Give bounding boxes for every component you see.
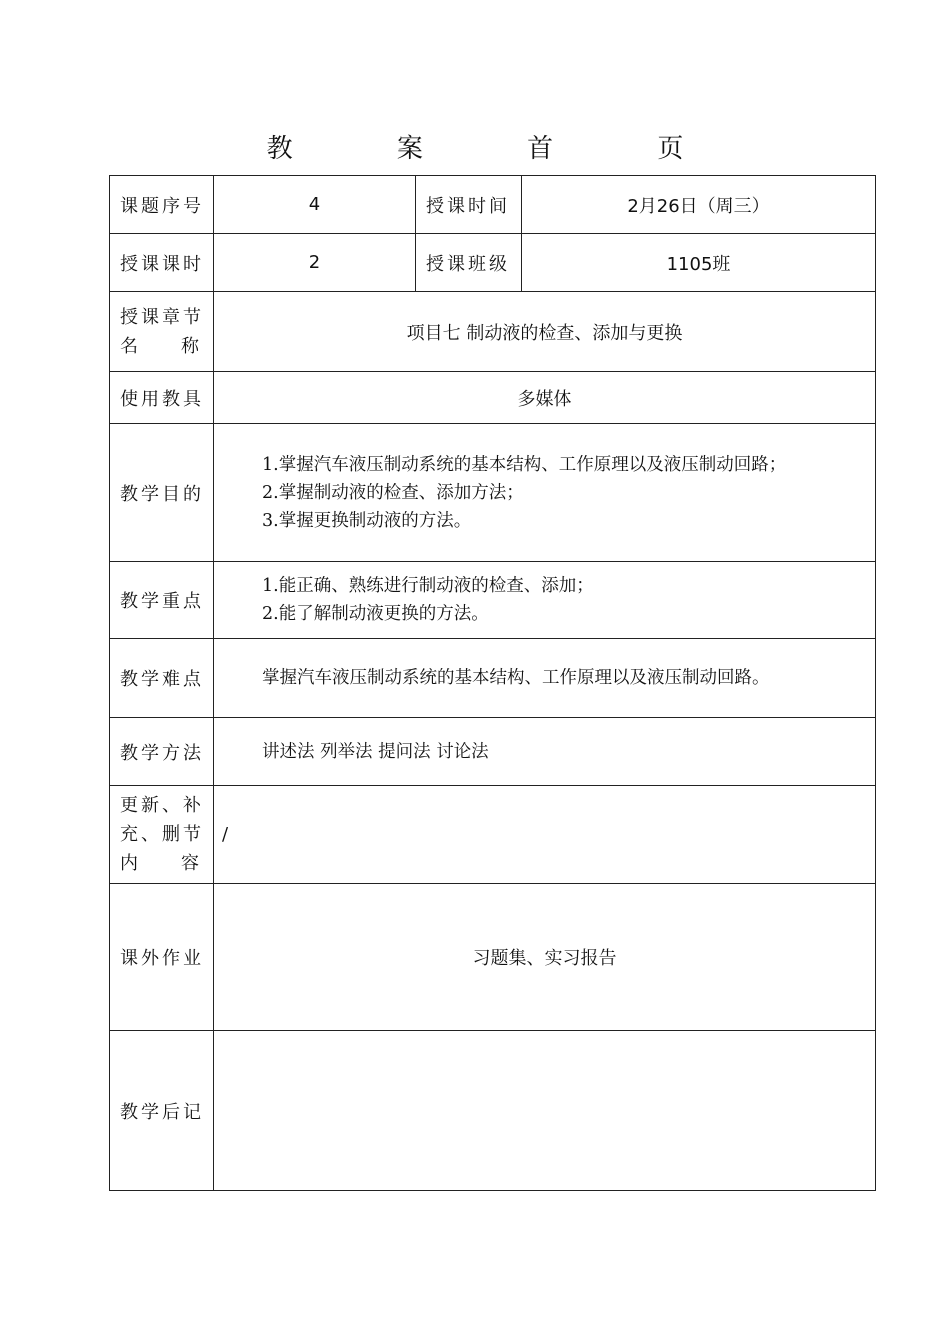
key-point-item: 2.能了解制动液更换的方法。 bbox=[262, 604, 489, 624]
table-row bbox=[110, 639, 876, 718]
hours-label: 授课课时 bbox=[110, 234, 214, 292]
table-row bbox=[110, 424, 876, 562]
tools-value: 多媒体 bbox=[214, 372, 876, 424]
notes-label: 教学后记 bbox=[110, 1031, 214, 1191]
key-point-item: 1.能正确、熟练进行制动液的检查、添加； bbox=[262, 576, 594, 596]
updates-label bbox=[110, 786, 214, 884]
table-row bbox=[110, 786, 876, 884]
notes-value bbox=[214, 1031, 876, 1191]
table-row bbox=[110, 884, 876, 1031]
table-row bbox=[110, 1031, 876, 1191]
page-title: 教 案 首 页 bbox=[266, 134, 732, 164]
updates-label-line3: 内 容 bbox=[120, 853, 202, 874]
updates-label-line2: 充、删节 bbox=[120, 824, 204, 845]
table-row bbox=[110, 234, 876, 292]
chapter-label-line1: 授课章节 bbox=[120, 306, 204, 328]
difficulties-label: 教学难点 bbox=[110, 639, 214, 718]
key-points-label: 教学重点 bbox=[110, 562, 214, 639]
methods-value: 讲述法 列举法 提问法 讨论法 bbox=[214, 718, 876, 786]
chapter-label bbox=[110, 292, 214, 372]
table-row bbox=[110, 718, 876, 786]
homework-value: 习题集、实习报告 bbox=[214, 884, 876, 1031]
objectives-value bbox=[214, 424, 876, 562]
lesson-no-value: 4 bbox=[214, 176, 416, 234]
objective-item: 1.掌握汽车液压制动系统的基本结构、工作原理以及液压制动回路； bbox=[262, 454, 787, 475]
hours-value: 2 bbox=[214, 234, 416, 292]
updates-value: / bbox=[214, 786, 876, 884]
homework-label: 课外作业 bbox=[110, 884, 214, 1031]
objective-item: 3.掌握更换制动液的方法。 bbox=[262, 510, 472, 531]
time-value: 2月26日（周三） bbox=[522, 176, 876, 234]
table-row bbox=[110, 562, 876, 639]
key-points-value bbox=[214, 562, 876, 639]
methods-label: 教学方法 bbox=[110, 718, 214, 786]
lesson-plan-table bbox=[109, 175, 876, 1191]
table-row bbox=[110, 372, 876, 424]
time-label: 授课时间 bbox=[416, 176, 522, 234]
lesson-no-label: 课题序号 bbox=[110, 176, 214, 234]
difficulties-value: 掌握汽车液压制动系统的基本结构、工作原理以及液压制动回路。 bbox=[214, 639, 876, 718]
tools-label: 使用教具 bbox=[110, 372, 214, 424]
table-row bbox=[110, 292, 876, 372]
table-row bbox=[110, 176, 876, 234]
objective-item: 2.掌握制动液的检查、添加方法； bbox=[262, 482, 524, 503]
class-value: 1105班 bbox=[522, 234, 876, 292]
chapter-value: 项目七 制动液的检查、添加与更换 bbox=[214, 292, 876, 372]
objectives-label: 教学目的 bbox=[110, 424, 214, 562]
class-label: 授课班级 bbox=[416, 234, 522, 292]
chapter-label-line2: 名 称 bbox=[120, 335, 202, 357]
updates-label-line1: 更新、补 bbox=[120, 795, 204, 816]
